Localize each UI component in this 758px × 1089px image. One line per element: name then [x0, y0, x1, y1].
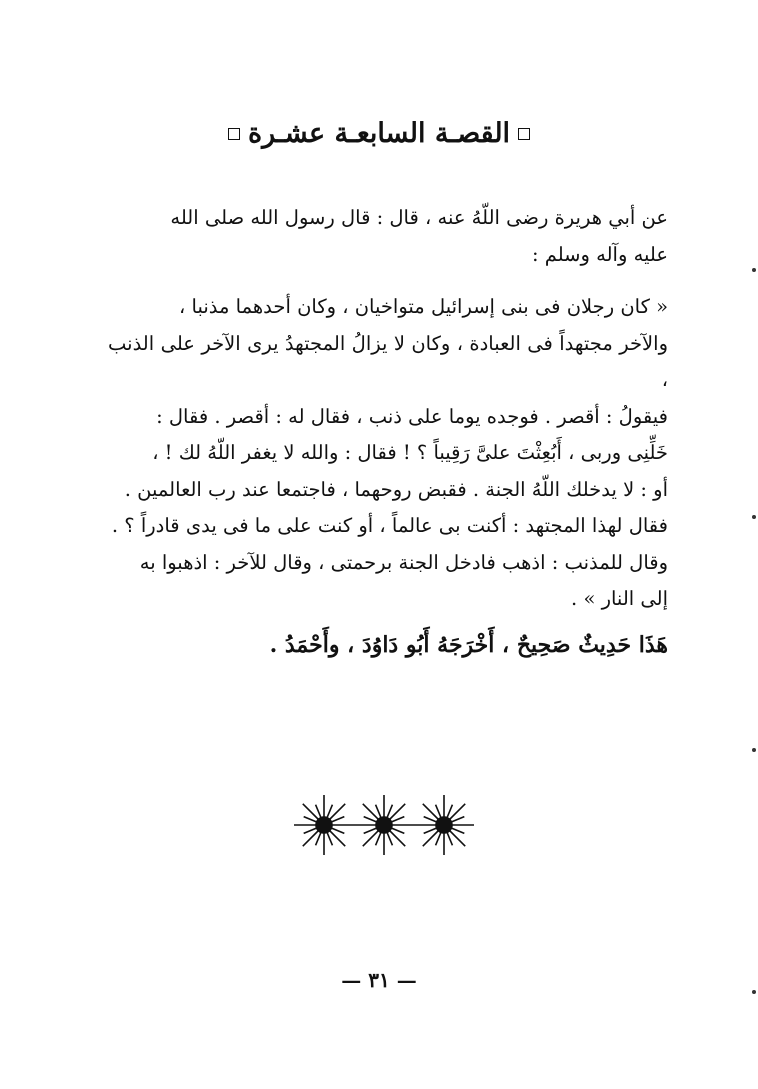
margin-mark: [752, 748, 756, 752]
hadith-line: « كان رجلان فى بنى إسرائيل متواخيان ، وكان أحدهما مذنبا ،: [179, 295, 668, 318]
story-body: [108, 200, 668, 618]
star-ornament-icon: [294, 790, 474, 860]
title-box-left: [228, 128, 240, 140]
story-title-text: القصـة السابعـة عشـرة: [247, 118, 511, 149]
hadith-line: خَلِّنِى وربى ، أَبُعِثْتَ علىَّ رَقِيباً ؟ ! فقال : والله لا يغفر اللّهُ لك ! ،: [152, 441, 668, 464]
title-box-right: [518, 128, 530, 140]
story-title: [0, 118, 758, 149]
margin-mark: [752, 990, 756, 994]
hadith-line: وقال للمذنب : اذهب فادخل الجنة برحمتى ، وقال للآخر : اذهبوا به: [139, 550, 668, 574]
hadith-line: أو : لا يدخلك اللّهُ الجنة . فقبض روحهما ، فاجتمعا عند رب العالمين .: [124, 477, 668, 501]
intro-line: عليه وآله وسلم :: [531, 242, 668, 266]
hadith-line: والآخر مجتهداً فى العبادة ، وكان لا يزالُ المجتهدُ يرى الآخر على الذنب ،: [108, 331, 668, 391]
margin-mark: [752, 515, 756, 519]
hadith-grading: هَذَا حَدِيثٌ صَحِيحٌ ، أَخْرَجَهُ أَبُو دَاوُدَ ، وأَحْمَدُ .: [269, 632, 668, 658]
star-burst-icon: [354, 795, 414, 855]
intro-line: عن أبي هريرة رضى اللّهُ عنه ، قال : قال رسول الله صلى الله: [170, 206, 668, 229]
margin-mark: [752, 268, 756, 272]
hadith-line: فقال لهذا المجتهد : أكنت بى عالماً ، أو كنت على ما فى يدى قادراً ؟ .: [111, 514, 668, 537]
hadith-line: إلى النار » .: [571, 587, 668, 610]
star-burst-icon: [414, 795, 474, 855]
page-number: — ٣١ —: [341, 968, 417, 992]
hadith-line: فيقولُ : أقصر . فوجده يوما على ذنب ، فقال له : أقصر . فقال :: [156, 404, 668, 428]
star-burst-icon: [294, 795, 354, 855]
